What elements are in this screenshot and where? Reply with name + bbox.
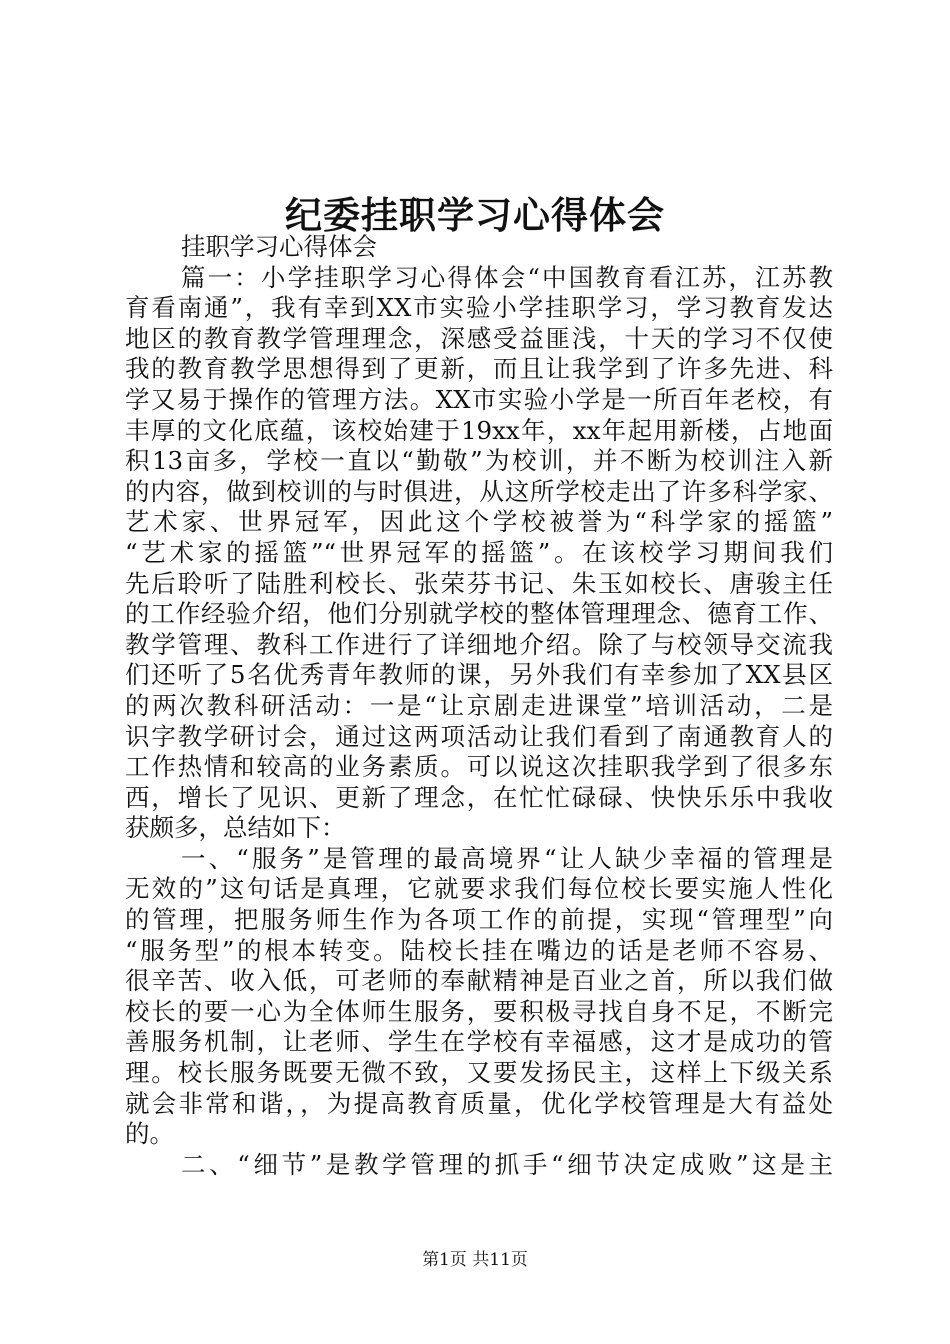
text-line: 篇一：小学挂职学习心得体会“中国教育看江苏，江苏教 [181, 262, 833, 292]
text-line: 先后聆听了陆胜利校长、张荣芬书记、朱玉如校长、唐骏主任 [125, 568, 833, 598]
text-line: 育看南通”，我有幸到XX市实验小学挂职学习，学习教育发达 [125, 293, 833, 323]
text-line: 学又易于操作的管理方法。XX市实验小学是一所百年老校，有 [125, 384, 833, 414]
text-line: 的工作经验介绍，他们分别就学校的整体管理理念、德育工作、 [125, 599, 833, 629]
text-line: 二、“细节”是教学管理的抓手“细节决定成败”这是主 [181, 1149, 833, 1179]
text-line: 工作热情和较高的业务素质。可以说这次挂职我学到了很多东 [125, 752, 833, 782]
page-number: 第1页 共11页 [422, 1250, 528, 1270]
text-line: 教学管理、教科工作进行了详细地介绍。除了与校领导交流我 [125, 629, 833, 659]
text-line: 丰厚的文化底蕴，该校始建于19xx年，xx年起用新楼，占地面 [125, 415, 833, 445]
text-line: 的管理，把服务师生作为各项工作的前提，实现“管理型”向 [125, 905, 833, 935]
text-line: 善服务机制，让老师、学生在学校有幸福感，这才是成功的管 [125, 1027, 833, 1057]
text-line: 的内容，做到校训的与时俱进，从这所学校走出了许多科学家、 [125, 476, 833, 506]
text-line: 艺术家、世界冠军，因此这个学校被誉为“科学家的摇篮” [125, 507, 833, 537]
text-line: 校长的要一心为全体师生服务，要积极寻找自身不足，不断完 [125, 996, 833, 1026]
text-line: 挂职学习心得体会 [181, 232, 377, 261]
text-line: 无效的”这句话是真理，它就要求我们每位校长要实施人性化 [125, 874, 833, 904]
text-line: 一、“服务”是管理的最高境界“让人缺少幸福的管理是 [181, 843, 833, 873]
text-line: 积13亩多，学校一直以“勤敬”为校训，并不断为校训注入新 [125, 446, 833, 476]
text-line: 地区的教育教学管理理念，深感受益匪浅，十天的学习不仅使 [125, 323, 833, 353]
text-line: “艺术家的摇篮”“世界冠军的摇篮”。在该校学习期间我们 [125, 537, 833, 567]
text-line: 西，增长了见识、更新了理念，在忙忙碌碌、快快乐乐中我收 [125, 782, 833, 812]
text-line: 的两次教科研活动：一是“让京剧走进课堂”培训活动，二是 [125, 690, 833, 720]
text-line: 就会非常和谐，，为提高教育质量，优化学校管理是大有益处 [125, 1088, 833, 1118]
document-body [125, 232, 833, 1180]
text-line: 识字教学研讨会，通过这两项活动让我们看到了南通教育人的 [125, 721, 833, 751]
text-line: 的。 [125, 1119, 174, 1149]
text-line: “服务型”的根本转变。陆校长挂在嘴边的话是老师不容易、 [125, 935, 833, 965]
text-line: 很辛苦、收入低，可老师的奉献精神是百业之首，所以我们做 [125, 966, 833, 996]
page-title: 纪委挂职学习心得体会 [285, 194, 665, 237]
text-line: 获颇多，总结如下： [125, 813, 346, 843]
text-line: 理。校长服务既要无微不致，又要发扬民主，这样上下级关系 [125, 1058, 833, 1088]
text-line: 们还听了5名优秀青年教师的课，另外我们有幸参加了XX县区 [125, 660, 833, 690]
text-line: 我的教育教学思想得到了更新，而且让我学到了许多先进、科 [125, 354, 833, 384]
